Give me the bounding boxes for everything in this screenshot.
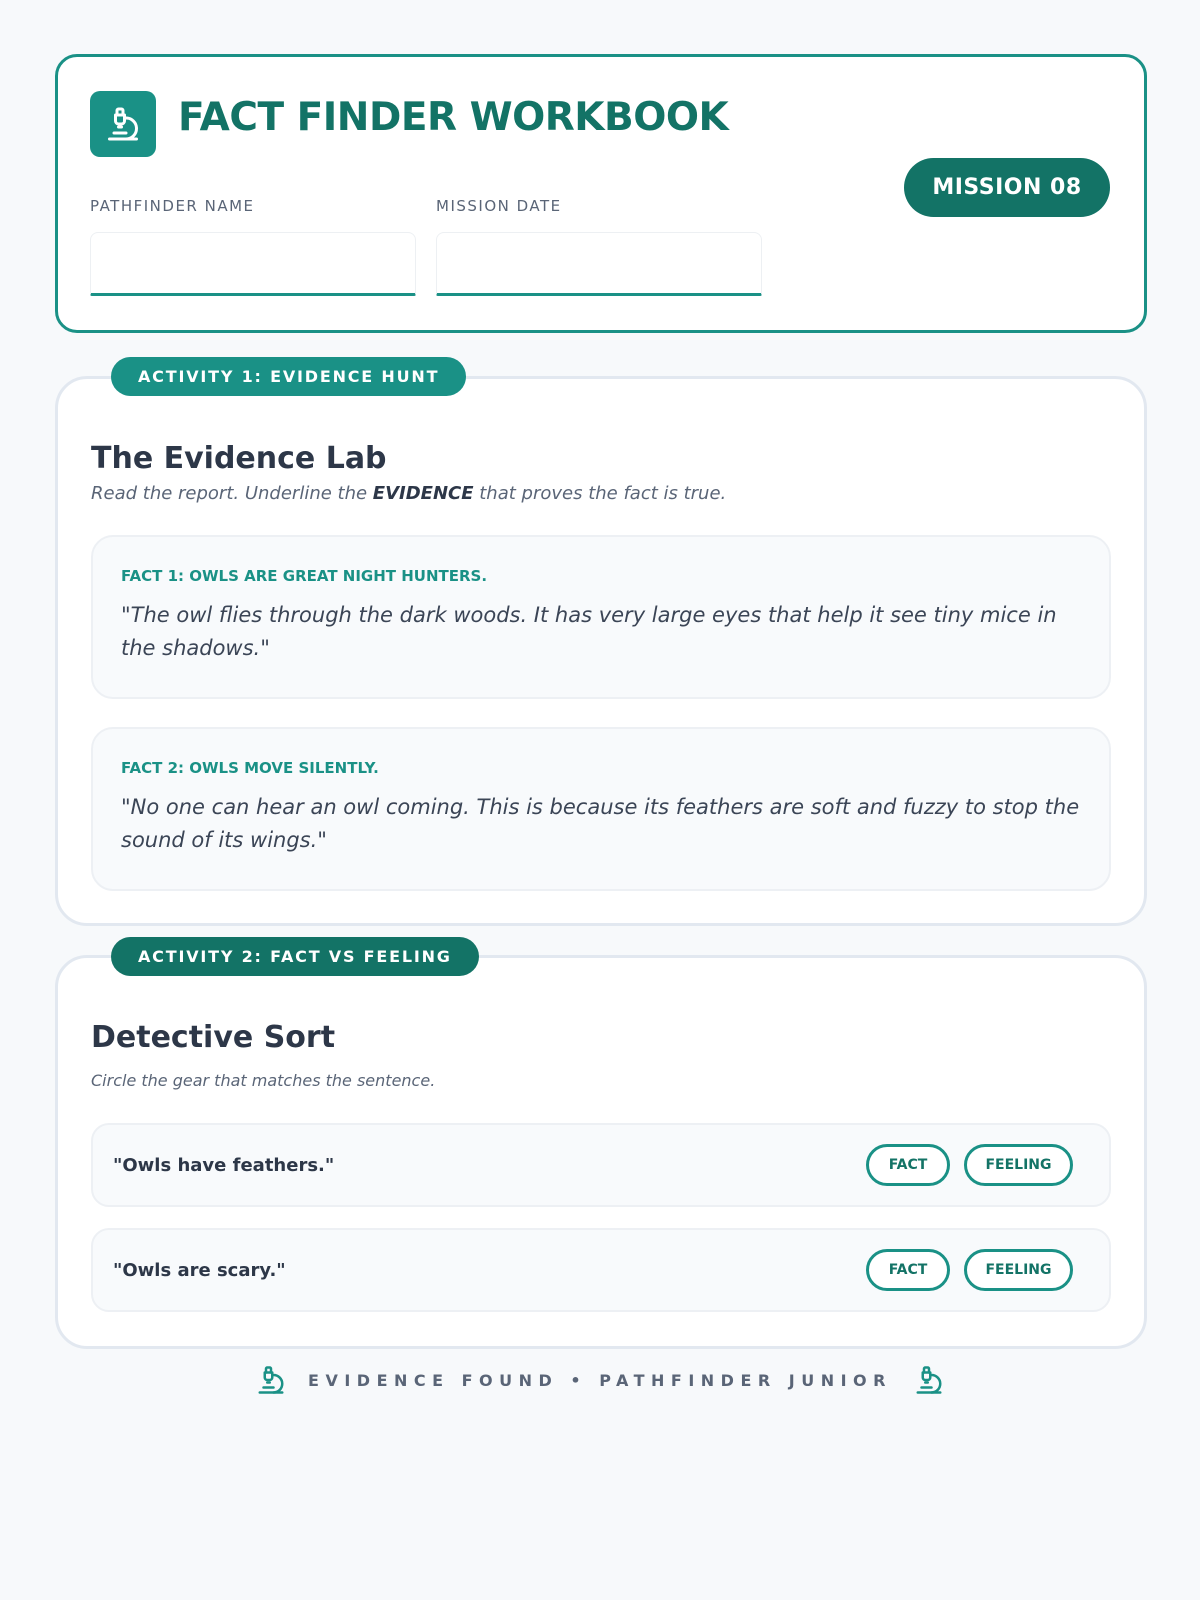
date-label: MISSION DATE [436,197,562,215]
activity-1-pill: ACTIVITY 1: EVIDENCE HUNT [111,357,466,396]
microscope-icon [105,106,141,142]
workbook-title: FACT FINDER WORKBOOK [178,95,729,140]
activity-2-subtitle: Circle the gear that matches the sentence. [91,1071,436,1090]
sort-sentence: "Owls have feathers." [113,1154,335,1176]
mission-badge: MISSION 08 [904,158,1110,217]
logo-badge [90,91,156,157]
feeling-option-button[interactable]: FEELING [964,1144,1073,1186]
activity-2-card [55,955,1147,1349]
sort-row [91,1123,1111,1207]
fact-box-2 [91,727,1111,891]
fact-option-button[interactable]: FACT [866,1249,950,1291]
microscope-icon [914,1365,944,1395]
name-label: PATHFINDER NAME [90,197,255,215]
feeling-option-button[interactable]: FEELING [964,1249,1073,1291]
mission-date-field[interactable] [436,232,762,296]
header-card [55,54,1147,333]
activity-1-card [55,376,1147,926]
activity-2-pill: ACTIVITY 2: FACT VS FEELING [111,937,479,976]
sort-sentence: "Owls are scary." [113,1259,286,1281]
footer-text: EVIDENCE FOUND • PATHFINDER JUNIOR [308,1370,892,1390]
sort-row [91,1228,1111,1312]
pathfinder-name-field[interactable] [90,232,416,296]
fact-quote[interactable]: "No one can hear an owl coming. This is because its feathers are soft and fuzzy to stop the sound of its wings." [121,795,1080,852]
fact-box-1 [91,535,1111,699]
fact-quote[interactable]: "The owl flies through the dark woods. It has very large eyes that help it see tiny mice in the shadows." [121,603,1057,660]
fact-option-button[interactable]: FACT [866,1144,950,1186]
activity-2-title: Detective Sort [91,1020,336,1055]
evidence-emphasis: EVIDENCE [372,483,474,504]
fact-heading: FACT 2: OWLS MOVE SILENTLY. [121,759,379,777]
activity-1-subtitle: Read the report. Underline the EVIDENCE that proves the fact is true. [91,483,727,504]
footer [0,1355,1200,1405]
fact-heading: FACT 1: OWLS ARE GREAT NIGHT HUNTERS. [121,567,488,585]
microscope-icon [256,1365,286,1395]
activity-1-title: The Evidence Lab [91,441,387,476]
